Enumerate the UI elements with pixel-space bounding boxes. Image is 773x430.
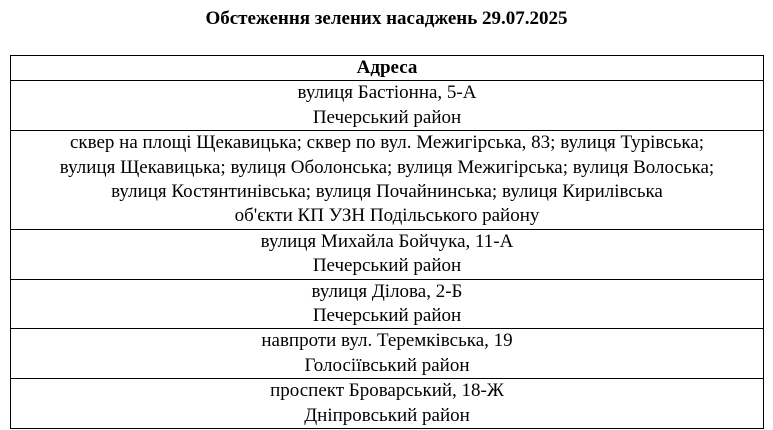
street-address: вулиця Михайла Бойчука, 11-А bbox=[260, 230, 514, 252]
address-cell bbox=[11, 131, 764, 230]
district-name: Дніпровський район bbox=[304, 404, 470, 426]
street-address: навпроти вул. Теремківська, 19 bbox=[261, 330, 513, 352]
table-header-row bbox=[11, 56, 764, 81]
address-cell bbox=[11, 81, 764, 131]
table-row bbox=[11, 329, 764, 379]
table-row bbox=[11, 229, 764, 279]
address-table bbox=[10, 55, 764, 429]
column-header-address: Адреса bbox=[11, 56, 764, 81]
table-row bbox=[11, 81, 764, 131]
document-title: Обстеження зелених насаджень 29.07.2025 bbox=[205, 8, 568, 29]
district-name: Печерський район bbox=[312, 106, 462, 128]
street-address: вулиця Костянтинівська; вулиця Почайнинська; вулиця Кирилівська bbox=[111, 181, 663, 203]
address-cell bbox=[11, 329, 764, 379]
street-address: проспект Броварський, 18-Ж bbox=[270, 380, 504, 402]
table-row bbox=[11, 379, 764, 429]
address-cell bbox=[11, 379, 764, 429]
district-name: Печерський район bbox=[312, 305, 462, 327]
district-name: Голосіївський район bbox=[304, 354, 470, 376]
address-cell bbox=[11, 229, 764, 279]
street-address: вулиця Ділова, 2-Б bbox=[311, 280, 463, 302]
street-address: сквер на площі Щекавицька; сквер по вул. Межигірська, 83; вулиця Турівська; bbox=[69, 132, 705, 154]
district-name: об'єкти КП УЗН Подільського району bbox=[234, 205, 540, 227]
table-row bbox=[11, 279, 764, 329]
table-row bbox=[11, 131, 764, 230]
district-name: Печерський район bbox=[312, 255, 462, 277]
street-address: вулиця Щекавицька; вулиця Оболонська; вулиця Межигірська; вулиця Волоська; bbox=[59, 156, 715, 178]
address-cell bbox=[11, 279, 764, 329]
street-address: вулиця Бастіонна, 5-А bbox=[297, 82, 477, 104]
